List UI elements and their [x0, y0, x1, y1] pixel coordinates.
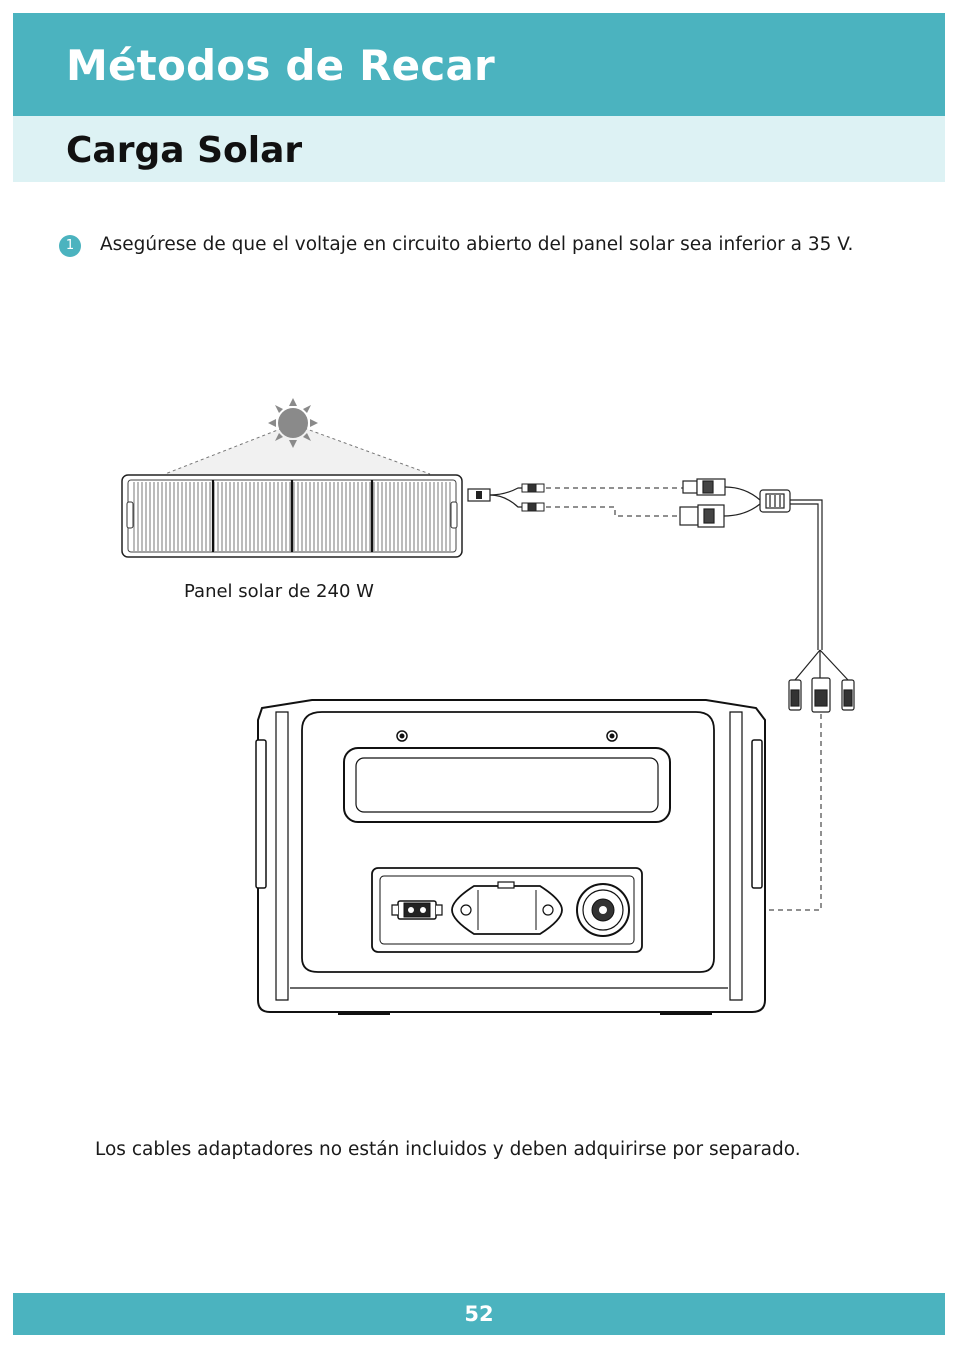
adapter-note: Los cables adaptadores no están incluidos y deben adquirirse por separado.: [95, 1139, 801, 1160]
y-splitter-cable: [680, 479, 854, 712]
panel-output-cable: [468, 488, 522, 507]
solar-panel: [122, 475, 462, 557]
solar-panel-label: Panel solar de 240 W: [184, 581, 374, 602]
step-number-badge: 1: [59, 235, 81, 257]
solar-charging-diagram: [0, 390, 958, 1030]
section-title: Carga Solar: [66, 130, 303, 171]
step-instruction: Asegúrese de que el voltaje en circuito abierto del panel solar sea inferior a 35 V.: [100, 234, 854, 255]
power-station: [256, 700, 765, 1015]
solar-input-port: [392, 901, 442, 919]
page-title: Métodos de Recar: [66, 41, 495, 90]
connection-lines: [546, 488, 683, 516]
page-number: 52: [464, 1302, 494, 1326]
ac-outlet-icon: [452, 882, 562, 934]
mc4-connector: [522, 484, 544, 511]
car-charger-port-icon: [577, 884, 629, 936]
sun-icon: [268, 398, 318, 448]
